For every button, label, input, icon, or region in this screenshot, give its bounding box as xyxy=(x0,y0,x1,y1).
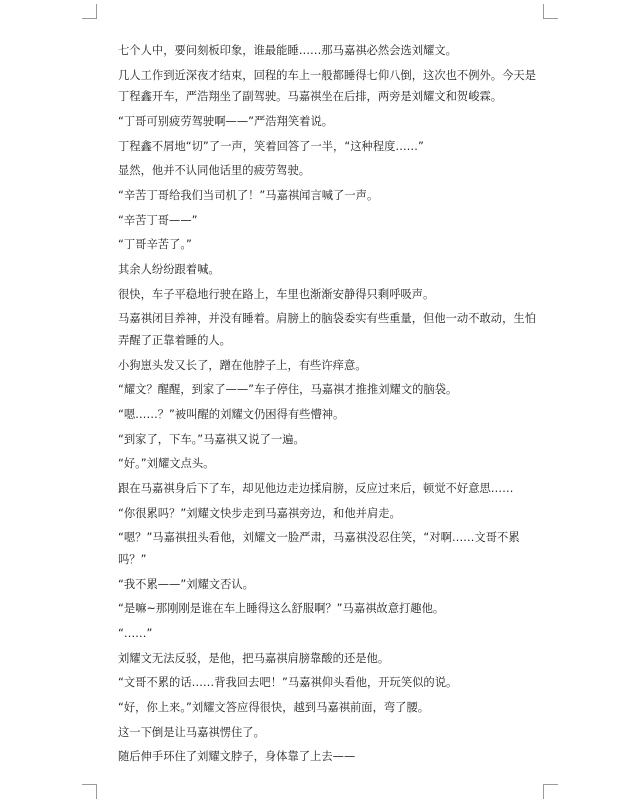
paragraph: “我不累——”刘耀文否认。 xyxy=(118,577,254,591)
paragraph: “到家了，下车。”马嘉祺又说了一遍。 xyxy=(118,432,305,446)
paragraph: 几人工作到近深夜才结束，回程的车上一般都睡得七仰八倒，这次也不例外。今天是丁程鑫开车，严浩翔坐了副驾驶。马嘉祺坐在后排，两旁是刘耀文和贺峻霖。 xyxy=(118,68,536,104)
paragraph: “辛苦丁哥给我们当司机了！”马嘉祺闻言喊了一声。 xyxy=(118,188,379,202)
paragraph: “耀文？醒醒，到家了——”车子停住，马嘉祺才推推刘耀文的脑袋。 xyxy=(118,383,458,397)
crop-mark-top-right xyxy=(543,4,558,19)
paragraph: 其余人纷纷跟着喊。 xyxy=(118,263,220,276)
paragraph: 丁程鑫不屑地“切”了一声，笑着回答了一半，“这种程度……” xyxy=(118,139,424,153)
paragraph: 刘耀文无法反驳，是他，把马嘉祺肩膀靠酸的还是他。 xyxy=(118,651,390,665)
paragraph: 七个人中，要问刻板印象，谁最能睡……那马嘉祺必然会选刘耀文。 xyxy=(118,44,457,57)
paragraph: 很快，车子平稳地行驶在路上，车里也渐渐安静得只剩呼吸声。 xyxy=(118,287,435,301)
paragraph: 随后伸手环住了刘耀文脖子，身体靠了上去—— xyxy=(118,750,356,764)
crop-mark-bottom-right xyxy=(543,784,558,799)
crop-mark-bottom-left xyxy=(82,784,97,799)
paragraph: 小狗崽头发又长了，蹭在他脖子上，有些许痒意。 xyxy=(118,358,367,372)
document-body xyxy=(118,40,538,771)
paragraph: “你很累吗？”刘耀文快步走到马嘉祺旁边，和他并肩走。 xyxy=(118,506,401,520)
paragraph: “好，你上来。”刘耀文答应得很快，越到马嘉祺前面，弯了腰。 xyxy=(118,701,430,714)
paragraph: 跟在马嘉祺身后下了车，却见他边走边揉肩膀，反应过来后，顿觉不好意思…… xyxy=(118,482,514,495)
paragraph: 这一下倒是让马嘉祺愣住了。 xyxy=(118,725,265,739)
paragraph: “是嘛~那刚刚是谁在车上睡得这么舒服啊？”马嘉祺故意打趣他。 xyxy=(118,602,445,616)
paragraph: “好。”刘耀文点头。 xyxy=(118,457,215,471)
crop-mark-top-left xyxy=(82,4,97,19)
paragraph: “丁哥可别疲劳驾驶啊——”严浩翔笑着说。 xyxy=(118,114,334,128)
paragraph: “文哥不累的话……背我回去吧！”马嘉祺仰头看他，开玩笑似的说。 xyxy=(118,676,458,690)
paragraph: “嗯……？”被叫醒的刘耀文仍困得有些懵神。 xyxy=(118,407,345,421)
paragraph: 显然，他并不认同他话里的疲劳驾驶。 xyxy=(118,164,311,178)
paragraph: 马嘉祺闭目养神，并没有睡着。肩膀上的脑袋委实有些重量，但他一动不敢动，生怕弄醒了正靠着睡的人。 xyxy=(118,312,536,347)
paragraph: “丁哥辛苦了。” xyxy=(118,238,192,252)
paragraph: “嗯？”马嘉祺扭头看他，刘耀文一脸严肃，马嘉祺没忍住笑，“对啊……文哥不累吗？” xyxy=(118,531,520,566)
paragraph: “……” xyxy=(118,626,153,640)
paragraph: “辛苦丁哥——” xyxy=(118,213,198,227)
